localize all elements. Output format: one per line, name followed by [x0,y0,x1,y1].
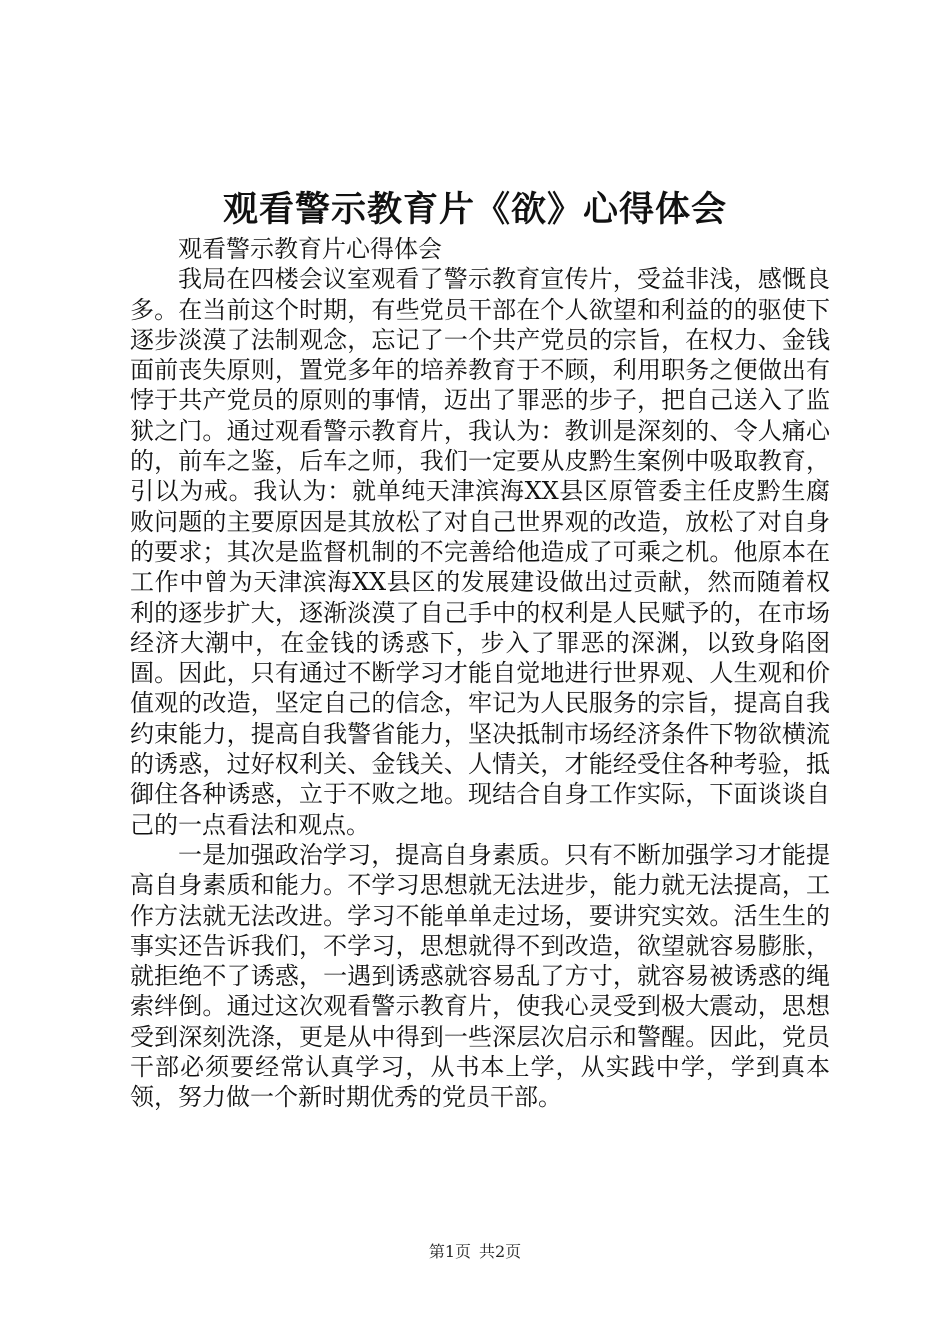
body-paragraph-2: 一是加强政治学习，提高自身素质。只有不断加强学习才能提高自身素质和能力。不学习思想就无法进步，能力就无法提高，工作方法就无法改进。学习不能单单走过场，要讲究实效。活生生的事实还告诉我们，不学习，思想就得不到改造，欲望就容易膨胀，就拒绝不了诱惑，一遇到诱惑就容易乱了方寸，就容易被诱惑的绳索绊倒。通过这次观看警示教育片，使我心灵受到极大震动，思想受到深刻洗涤，更是从中得到一些深层次启示和警醒。因此，党员干部必须要经常认真学习，从书本上学，从实践中学，学到真本领，努力做一个新时期优秀的党员干部。 [130,840,830,1112]
document-body [130,234,830,1113]
page-number: 第1页 [428,1242,471,1261]
page-total: 共2页 [479,1242,522,1261]
document-subtitle: 观看警示教育片心得体会 [178,235,442,263]
page-footer [0,1242,950,1262]
body-paragraph-1: 我局在四楼会议室观看了警示教育宣传片，受益非浅，感慨良多。在当前这个时期，有些党员干部在个人欲望和利益的的驱使下逐步淡漠了法制观念，忘记了一个共产党员的宗旨，在权力、金钱面前丧失原则，置党多年的培养教育于不顾，利用职务之便做出有悖于共产党员的原则的事情，迈出了罪恶的步子，把自己送入了监狱之门。通过观看警示教育片，我认为：教训是深刻的、令人痛心的，前车之鉴，后车之师，我们一定要从皮黔生案例中吸取教育，引以为戒。我认为：就单纯天津滨海XX县区原管委主任皮黔生腐败问题的主要原因是其放松了对自己世界观的改造，放松了对自身的要求；其次是监督机制的不完善给他造成了可乘之机。他原本在工作中曾为天津滨海XX县区的发展建设做出过贡献，然而随着权利的逐步扩大，逐渐淡漠了自己手中的权利是人民赋予的，在市场经济大潮中，在金钱的诱惑下，步入了罪恶的深渊，以致身陷囹圄。因此，只有通过不断学习才能自觉地进行世界观、人生观和价值观的改造，坚定自己的信念，牢记为人民服务的宗旨，提高自我约束能力，提高自我警省能力，坚决抵制市场经济条件下物欲横流的诱惑，过好权利关、金钱关、人情关，才能经受住各种考验，抵御住各种诱惑，立于不败之地。现结合自身工作实际，下面谈谈自己的一点看法和观点。 [130,265,830,839]
document-title: 观看警示教育片《欲》心得体会 [222,189,727,230]
